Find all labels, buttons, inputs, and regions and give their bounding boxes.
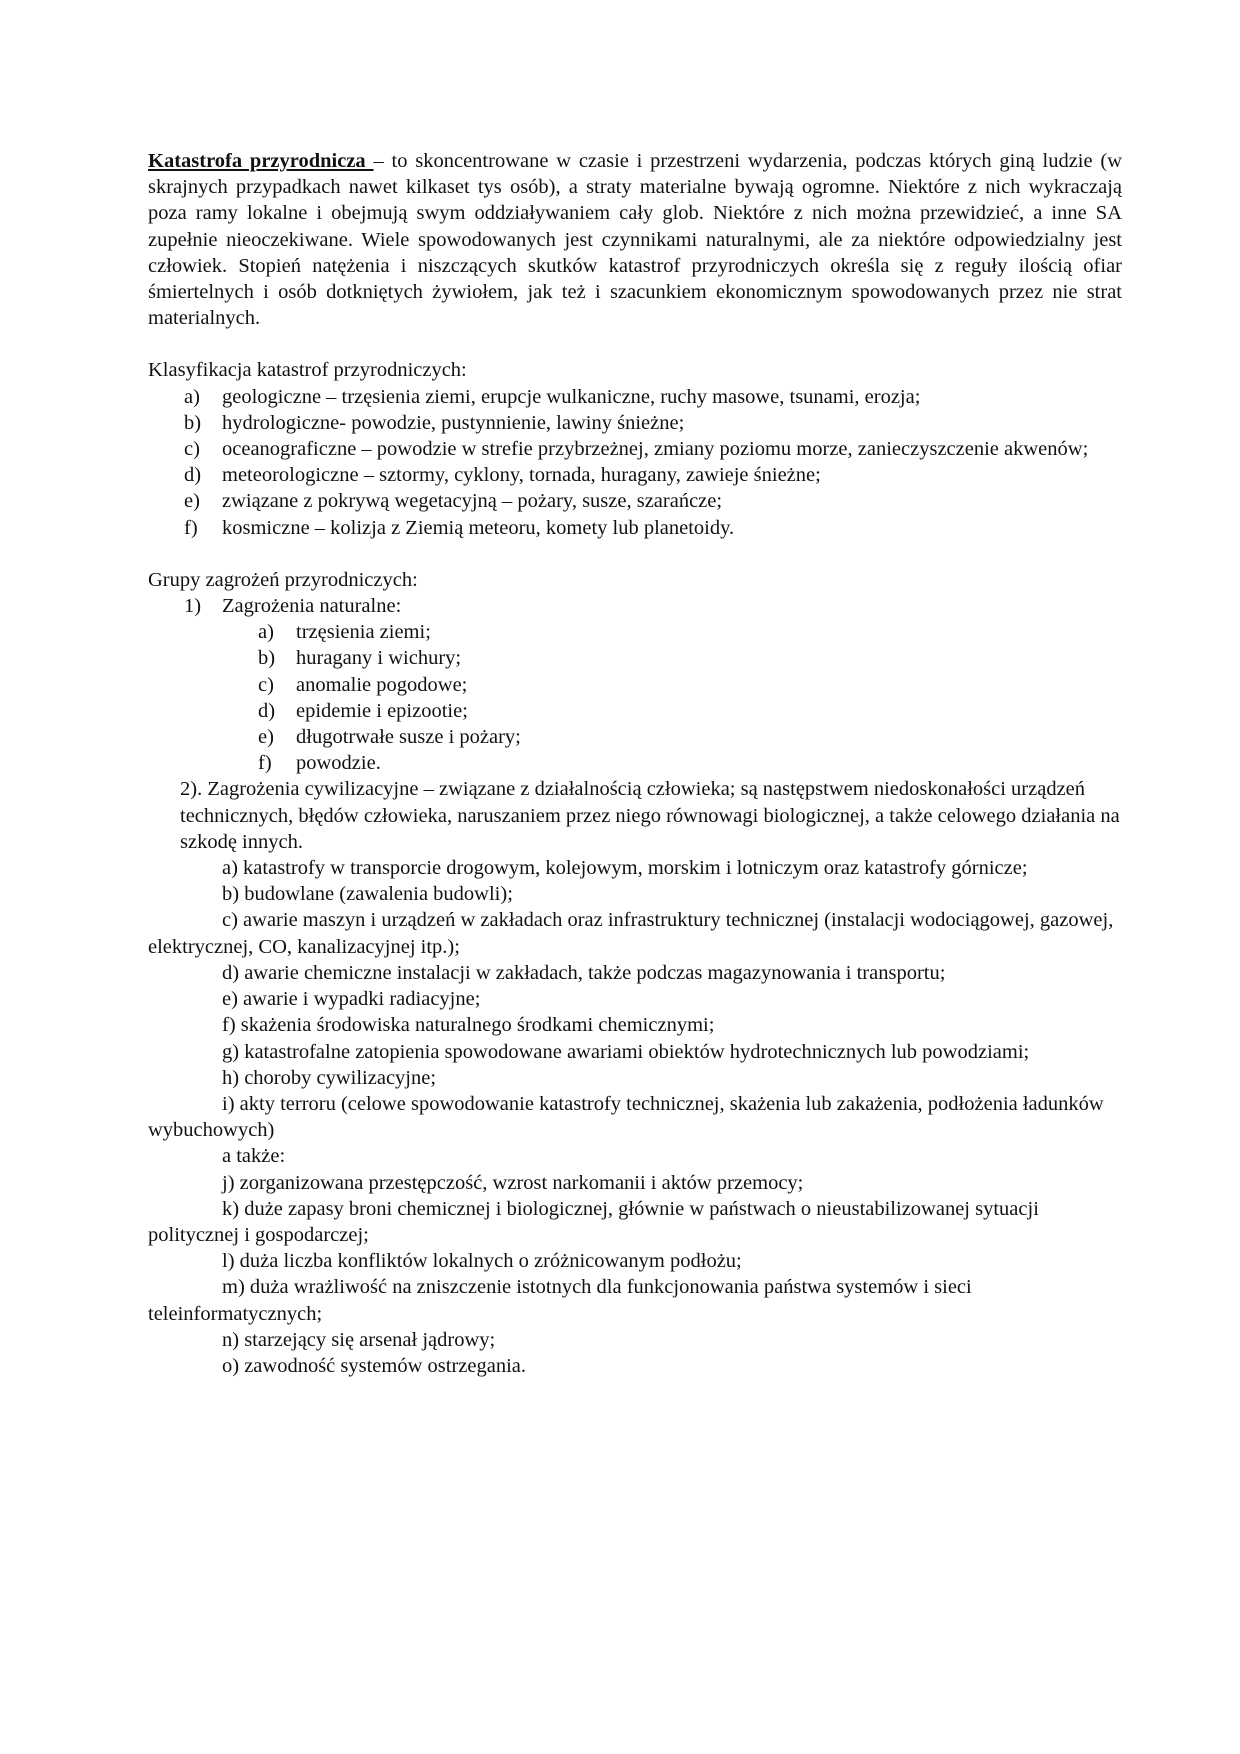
document-body xyxy=(148,148,1122,1379)
civilization-threats-list xyxy=(148,855,1122,1379)
civilization-threat-item: o) zawodność systemów ostrzegania. xyxy=(222,1354,526,1377)
classification-item xyxy=(148,410,1122,436)
classification-item xyxy=(148,462,1122,488)
classification-item xyxy=(148,436,1122,462)
list-marker: f) xyxy=(184,516,198,539)
civilization-threat-item: d) awarie chemiczne instalacji w zakładach, także podczas magazynowania i transportu; xyxy=(222,961,946,984)
natural-threat-item xyxy=(148,619,1122,645)
term-heading: Katastrofa przyrodnicza xyxy=(148,150,374,172)
natural-threats-title: Zagrożenia naturalne: xyxy=(222,595,402,618)
classification-heading: Klasyfikacja katastrof przyrodniczych: xyxy=(148,359,467,382)
list-marker: a) xyxy=(184,385,200,408)
list-marker: b) xyxy=(184,411,202,434)
classification-item xyxy=(148,384,1122,410)
natural-threat-item xyxy=(148,750,1122,776)
civilization-threat-item: h) choroby cywilizacyjne; xyxy=(222,1066,437,1089)
list-item-text: anomalie pogodowe; xyxy=(296,673,468,696)
list-item-text: powodzie. xyxy=(296,752,381,775)
spacer xyxy=(148,331,1122,357)
list-marker: f) xyxy=(258,752,272,775)
list-item-text: kosmiczne – kolizja z Ziemią meteoru, komety lub planetoidy. xyxy=(222,516,735,539)
list-marker: 1) xyxy=(184,595,202,618)
civilization-threat-item: a) katastrofy w transporcie drogowym, kolejowym, morskim i lotniczym oraz katastrofy górnicze; xyxy=(222,857,1028,880)
list-marker: d) xyxy=(184,464,202,487)
civilization-threat-item: b) budowlane (zawalenia budowli); xyxy=(222,883,513,906)
classification-list xyxy=(148,384,1122,541)
natural-threat-item xyxy=(148,672,1122,698)
list-marker: d) xyxy=(258,699,276,722)
civilization-threat-item: n) starzejący się arsenał jądrowy; xyxy=(222,1328,496,1351)
civilization-threat-item: i) akty terroru (celowe spowodowanie katastrofy technicznej, skażenia lub zakażenia, podłożenia ładunków wybuchowych) xyxy=(148,1092,1104,1142)
list-marker: c) xyxy=(258,673,274,696)
classification-item xyxy=(148,515,1122,541)
groups-heading: Grupy zagrożeń przyrodniczych: xyxy=(148,568,418,591)
civilization-threat-item: g) katastrofalne zatopienia spowodowane awariami obiektów hydrotechnicznych lub powodziami; xyxy=(222,1040,1030,1063)
civilization-threat-item: k) duże zapasy broni chemicznej i biologicznej, głównie w państwach o nieustabilizowanej sytuacji politycznej i gospodarczej; xyxy=(148,1197,1039,1246)
civilization-threat-item: c) awarie maszyn i urządzeń w zakładach oraz infrastruktury technicznej (instalacji wodociągowej, gazowej, elektrycznej, CO, kanalizacyjnej itp.); xyxy=(148,909,1114,958)
civilization-threat-item: j) zorganizowana przestępczość, wzrost narkomanii i aktów przemocy; xyxy=(222,1171,804,1194)
list-marker: a) xyxy=(258,621,274,644)
civilization-threat-item: l) duża liczba konfliktów lokalnych o zróżnicowanym podłożu; xyxy=(222,1250,742,1273)
intro-paragraph xyxy=(148,148,1122,331)
spacer xyxy=(148,541,1122,567)
list-item-text: trzęsienia ziemi; xyxy=(296,621,431,644)
natural-threat-item xyxy=(148,724,1122,750)
classification-item xyxy=(148,488,1122,514)
list-marker: e) xyxy=(258,726,274,749)
list-marker: e) xyxy=(184,490,200,513)
natural-threats-heading xyxy=(148,593,1122,619)
list-item-text: związane z pokrywą wegetacyjną – pożary, susze, szarańcze; xyxy=(222,490,723,513)
civilization-threat-item: f) skażenia środowiska naturalnego środkami chemicznymi; xyxy=(222,1014,715,1037)
list-item-text: huragany i wichury; xyxy=(296,647,462,670)
intro-text: – to skoncentrowane w czasie i przestrzeni wydarzenia, podczas których giną ludzie (w skrajnych przypadkach nawet kilkaset tys osób), a straty materialne bywają ogromne. Niektóre z nich wykraczają poza ramy lokalne i obejmują swym oddziaływaniem cały glob. Niektóre z nich można przewidzieć, a inne SA zupełnie nieoczekiwane. Wiele spowodowanych jest czynnikami naturalnymi, ale za niektóre odpowiedzialny jest człowiek. Stopień natężenia i niszczących skutków katastrof przyrodniczych określa się z reguły ilością ofiar śmiertelnych i osób dotkniętych żywiołem, jak też i szacunkiem ekonomicznym spowodowanych przez nie strat materialnych. xyxy=(148,150,1123,330)
list-item-text: geologiczne – trzęsienia ziemi, erupcje wulkaniczne, ruchy masowe, tsunami, erozja; xyxy=(222,385,921,408)
list-item-text: meteorologiczne – sztormy, cyklony, tornada, huragany, zawieje śnieżne; xyxy=(222,464,821,487)
list-item-text: hydrologiczne- powodzie, pustynnienie, lawiny śnieżne; xyxy=(222,411,685,434)
natural-threat-item xyxy=(148,645,1122,671)
list-marker: c) xyxy=(184,438,200,461)
list-item-text: długotrwałe susze i pożary; xyxy=(296,726,521,749)
civilization-threat-item: e) awarie i wypadki radiacyjne; xyxy=(222,988,481,1011)
civilization-threat-note: a także: xyxy=(222,1145,286,1168)
list-item-text: oceanograficzne – powodzie w strefie przybrzeżnej, zmiany poziomu morze, zanieczyszczenie akwenów; xyxy=(222,438,1089,461)
list-item-text: epidemie i epizootie; xyxy=(296,699,468,722)
natural-threat-item xyxy=(148,698,1122,724)
natural-threats-list xyxy=(148,619,1122,776)
list-marker: b) xyxy=(258,647,276,670)
civilization-threat-item: m) duża wrażliwość na zniszczenie istotnych dla funkcjonowania państwa systemów i sieci teleinformatycznych; xyxy=(148,1276,972,1325)
civilization-threats-intro: 2). Zagrożenia cywilizacyjne – związane z działalnością człowieka; są następstwem niedoskonałości urządzeń technicznych, błędów człowieka, naruszaniem przez niego równowagi biologicznej, a także celowego działania na szkodę innych. xyxy=(180,778,1120,853)
